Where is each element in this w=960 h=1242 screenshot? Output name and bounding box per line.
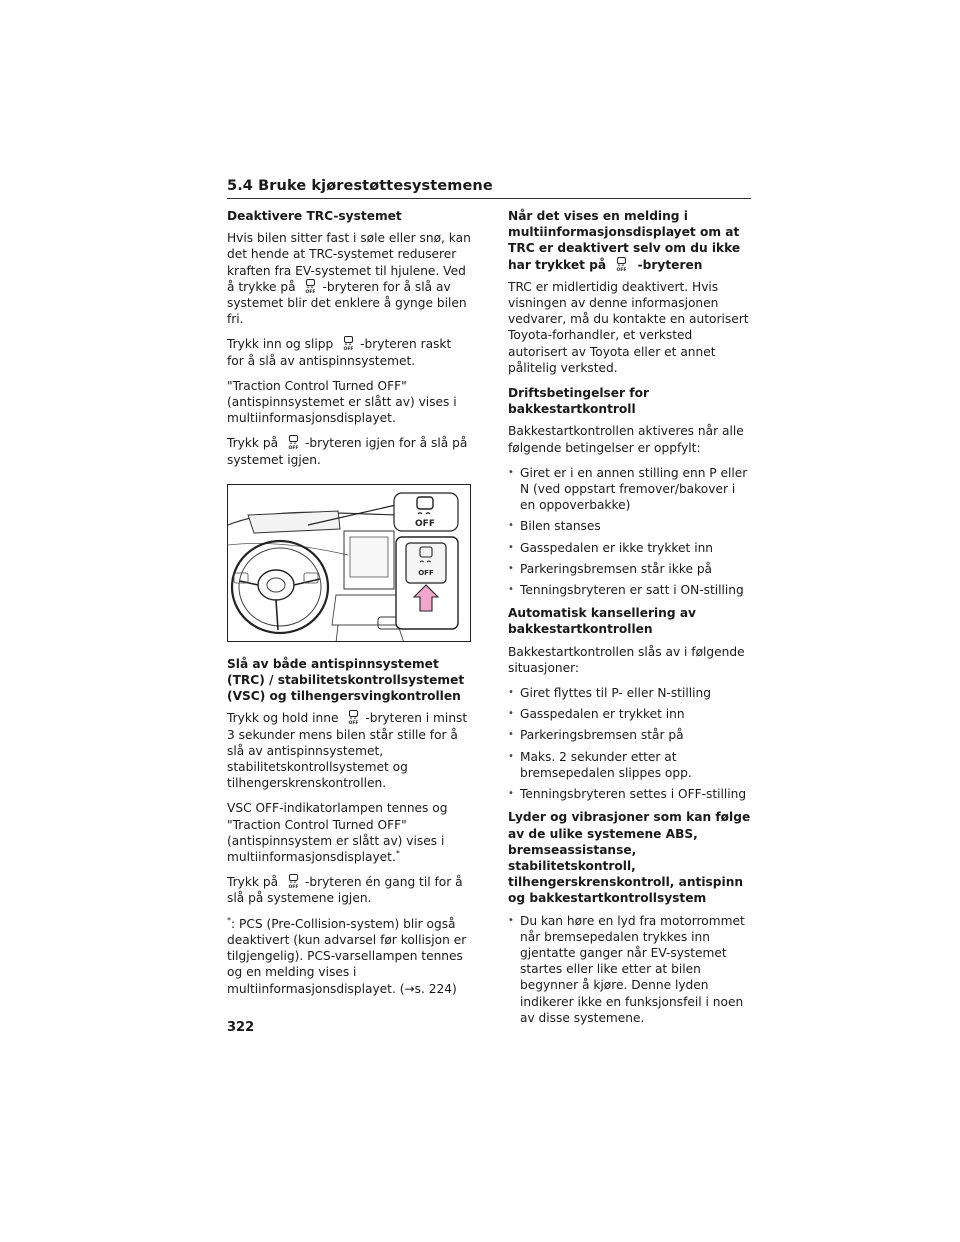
- svg-text:OFF: OFF: [348, 721, 359, 726]
- trc-off-icon: [612, 257, 631, 272]
- list-item: • Parkeringsbremsen står på: [508, 727, 752, 743]
- svg-text:OFF: OFF: [305, 289, 316, 294]
- trc-off-icon: [301, 279, 320, 294]
- trc-off-icon: [344, 710, 363, 725]
- paragraph-press-release: Trykk inn og slipp OFF -bryteren raskt for å slå av antispinnsystemet.: [227, 337, 452, 368]
- left-column: [227, 208, 471, 1006]
- right-column: [508, 208, 752, 1033]
- svg-text:OFF: OFF: [288, 885, 299, 890]
- paragraph-stuck: Hvis bilen sitter fast i søle eller snø, kan det hende at TRC-systemet reduserer kraften fra EV-systemet til hjulene. Ved å trykke på OFF -bryteren for å slå av systemet blir det enklere å gynge bilen fri.: [227, 231, 471, 327]
- paragraph-press-again: Trykk på OFF -bryteren igjen for å slå på systemet igjen.: [227, 436, 468, 467]
- svg-text:OFF: OFF: [343, 347, 354, 352]
- heading-trc-message: Når det vises en melding i multiinformasjonsdisplayet om at TRC er deaktivert selv om du ikke har trykket på OFF -bryteren: [508, 209, 741, 272]
- list-item: • Giret er i en annen stilling enn P eller N (ved oppstart fremover/bakover i en oppoverbakke): [508, 465, 752, 514]
- list-item: • Bilen stanses: [508, 518, 752, 534]
- heading-hill-start-conditions: Driftsbetingelser for bakkestartkontroll: [508, 386, 649, 417]
- trc-off-icon: [284, 874, 303, 889]
- list-item: • Tenningsbryteren er satt i ON-stilling: [508, 582, 752, 598]
- list-item: • Tenningsbryteren settes i OFF-stilling: [508, 786, 752, 802]
- paragraph-vsc-off: VSC OFF-indikatorlampen tennes og "Traction Control Turned OFF" (antispinnsystem er slått av) vises i multiinformasjonsdisplayet.*: [227, 801, 448, 865]
- paragraph-hill-start-activates: Bakkestartkontrollen aktiveres når alle følgende betingelser er oppfylt:: [508, 424, 744, 455]
- page-header: [227, 178, 751, 199]
- heading-deactivate-trc: Deaktivere TRC-systemet: [227, 209, 402, 223]
- paragraph-message: "Traction Control Turned OFF" (antispinnsystemet er slått av) vises i multiinformasjonsdisplayet.: [227, 378, 457, 426]
- paragraph-trc-temp: TRC er midlertidig deaktivert. Hvis visningen av denne informasjonen vedvarer, må du kontakte en autorisert Toyota-forhandler, et verksted autorisert av Toyota eller et annet pålitelig verksted.: [508, 279, 749, 375]
- paragraph-press-once: Trykk på OFF -bryteren én gang til for å slå på systemene igjen.: [227, 875, 463, 906]
- trc-off-icon: [339, 336, 358, 351]
- list-item: • Parkeringsbremsen står ikke på: [508, 561, 752, 577]
- list-sounds: [508, 913, 752, 1026]
- header-rule: [227, 198, 751, 199]
- switch-off-label: OFF: [418, 568, 434, 577]
- heading-disable-all: Slå av både antispinnsystemet (TRC) / stabilitetskontrollsystemet (VSC) og tilhengersvingkontrollen: [227, 656, 465, 704]
- svg-text:OFF: OFF: [288, 446, 299, 451]
- heading-hill-start-cancel: Automatisk kansellering av bakkestartkontrollen: [508, 606, 696, 637]
- paragraph-hold: Trykk og hold inne OFF -bryteren i minst 3 sekunder mens bilen står stille for å slå av antispinnsystemet, stabilitetskontrollsystemet og tilhengerskrenskontrollen.: [227, 711, 468, 791]
- list-item: • Gasspedalen er ikke trykket inn: [508, 540, 752, 556]
- list-item: • Du kan høre en lyd fra motorrommet når bremsepedalen trykkes inn gjentatte ganger når EV-systemet startes eller like etter at bilen begynner å kjøre. Denne lyden indikerer ikke en funksjonsfeil i noen av disse systemene.: [508, 913, 752, 1026]
- dashboard-illustration: [227, 484, 471, 642]
- section-title: 5.4 Bruke kjørestøttesystemene: [227, 178, 493, 194]
- trc-off-icon: [284, 435, 303, 450]
- footnote: *: PCS (Pre-Collision-system) blir også deaktivert (kun advarsel før kollisjon er tilgjengelig). PCS-varsellampen tennes og en melding vises i multiinformasjonsdisplayet. (→s. 224): [227, 915, 467, 996]
- callout-off-label: OFF: [415, 518, 435, 529]
- dashboard-drawing: [228, 485, 471, 642]
- list-hill-start-cancel: [508, 685, 752, 802]
- list-item: • Gasspedalen er trykket inn: [508, 706, 752, 722]
- paragraph-hill-start-off: Bakkestartkontrollen slås av i følgende situasjoner:: [508, 644, 745, 675]
- list-hill-start-conditions: [508, 465, 752, 598]
- list-item: • Maks. 2 sekunder etter at bremsepedalen slippes opp.: [508, 749, 752, 781]
- svg-text:OFF: OFF: [616, 267, 627, 272]
- heading-sounds-vibrations: Lyder og vibrasjoner som kan følge av de ulike systemene ABS, bremseassistanse, stabilitetskontroll, tilhengerskrenskontroll, antispinn og bakkestartkontrollsystem: [508, 810, 751, 906]
- list-item: • Giret flyttes til P- eller N-stilling: [508, 685, 752, 701]
- page-number: 322: [227, 1020, 255, 1035]
